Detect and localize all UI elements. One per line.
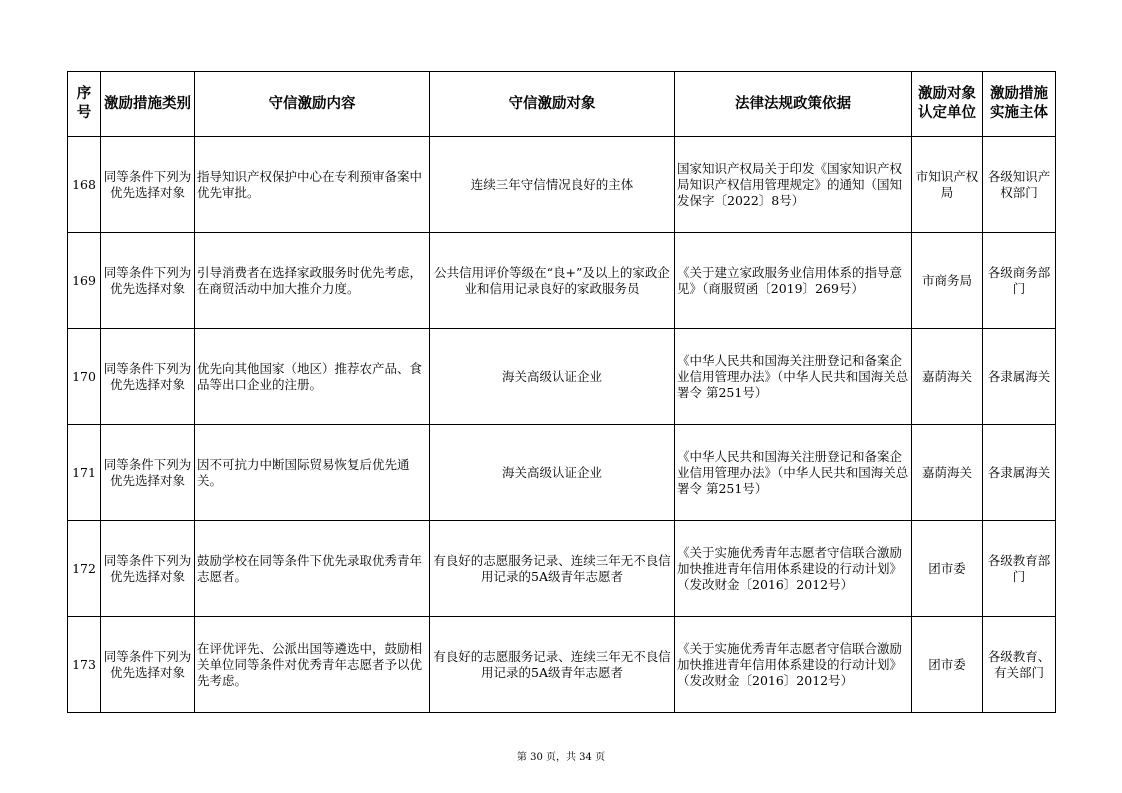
cell-implement-unit: 各隶属海关: [983, 425, 1056, 521]
cell-identify-unit: 嘉荫海关: [912, 329, 983, 425]
cell-target: 公共信用评价等级在“良+”及以上的家政企业和信用记录良好的家政服务员: [430, 233, 675, 329]
cell-identify-unit: 团市委: [912, 617, 983, 713]
cell-seq: 168: [68, 137, 101, 233]
cell-content: 因不可抗力中断国际贸易恢复后优先通关。: [195, 425, 430, 521]
cell-category: 同等条件下列为优先选择对象: [101, 233, 195, 329]
cell-category: 同等条件下列为优先选择对象: [101, 137, 195, 233]
cell-category: 同等条件下列为优先选择对象: [101, 329, 195, 425]
cell-category: 同等条件下列为优先选择对象: [101, 425, 195, 521]
cell-category: 同等条件下列为优先选择对象: [101, 521, 195, 617]
cell-content: 优先向其他国家（地区）推荐农产品、食品等出口企业的注册。: [195, 329, 430, 425]
cell-identify-unit: 市知识产权局: [912, 137, 983, 233]
header-content: 守信激励内容: [195, 72, 430, 137]
cell-seq: 173: [68, 617, 101, 713]
header-basis: 法律法规政策依据: [675, 72, 912, 137]
cell-target: 连续三年守信情况良好的主体: [430, 137, 675, 233]
cell-identify-unit: 市商务局: [912, 233, 983, 329]
incentive-measures-table: [67, 71, 1056, 713]
table-header-row: [68, 72, 1056, 137]
cell-seq: 170: [68, 329, 101, 425]
header-identify-unit: 激励对象认定单位: [912, 72, 983, 137]
cell-target: 有良好的志愿服务记录、连续三年无不良信用记录的5A级青年志愿者: [430, 521, 675, 617]
table-row: [68, 137, 1056, 233]
cell-target: 海关高级认证企业: [430, 329, 675, 425]
cell-seq: 171: [68, 425, 101, 521]
table-row: [68, 233, 1056, 329]
cell-target: 有良好的志愿服务记录、连续三年无不良信用记录的5A级青年志愿者: [430, 617, 675, 713]
table-row: [68, 617, 1056, 713]
table-row: [68, 329, 1056, 425]
table-row: [68, 425, 1056, 521]
header-category: 激励措施类别: [101, 72, 195, 137]
cell-content: 引导消费者在选择家政服务时优先考虑，在商贸活动中加大推介力度。: [195, 233, 430, 329]
cell-basis: 《关于实施优秀青年志愿者守信联合激励加快推进青年信用体系建设的行动计划》（发改财金〔2016〕2012号）: [675, 617, 912, 713]
cell-content: 鼓励学校在同等条件下优先录取优秀青年志愿者。: [195, 521, 430, 617]
table-row: [68, 521, 1056, 617]
cell-seq: 172: [68, 521, 101, 617]
cell-implement-unit: 各级商务部门: [983, 233, 1056, 329]
cell-implement-unit: 各级教育部门: [983, 521, 1056, 617]
cell-content: 指导知识产权保护中心在专利预审备案中优先审批。: [195, 137, 430, 233]
cell-basis: 《中华人民共和国海关注册登记和备案企业信用管理办法》（中华人民共和国海关总署令 第251号）: [675, 425, 912, 521]
header-implement-unit: 激励措施实施主体: [983, 72, 1056, 137]
cell-implement-unit: 各级知识产权部门: [983, 137, 1056, 233]
cell-seq: 169: [68, 233, 101, 329]
cell-identify-unit: 团市委: [912, 521, 983, 617]
cell-implement-unit: 各隶属海关: [983, 329, 1056, 425]
cell-content: 在评优评先、公派出国等遴选中，鼓励相关单位同等条件对优秀青年志愿者予以优先考虑。: [195, 617, 430, 713]
cell-basis: 《关于实施优秀青年志愿者守信联合激励加快推进青年信用体系建设的行动计划》（发改财金〔2016〕2012号）: [675, 521, 912, 617]
cell-implement-unit: 各级教育、有关部门: [983, 617, 1056, 713]
cell-target: 海关高级认证企业: [430, 425, 675, 521]
header-seq: 序号: [68, 72, 101, 137]
cell-basis: 《中华人民共和国海关注册登记和备案企业信用管理办法》（中华人民共和国海关总署令 第251号）: [675, 329, 912, 425]
cell-identify-unit: 嘉荫海关: [912, 425, 983, 521]
cell-basis: 国家知识产权局关于印发《国家知识产权局知识产权信用管理规定》的通知（国知发保字〔2022〕8号）: [675, 137, 912, 233]
cell-category: 同等条件下列为优先选择对象: [101, 617, 195, 713]
cell-basis: 《关于建立家政服务业信用体系的指导意见》（商服贸函〔2019〕269号）: [675, 233, 912, 329]
header-target: 守信激励对象: [430, 72, 675, 137]
page-number-footer: 第 30 页，共 34 页: [516, 752, 606, 763]
